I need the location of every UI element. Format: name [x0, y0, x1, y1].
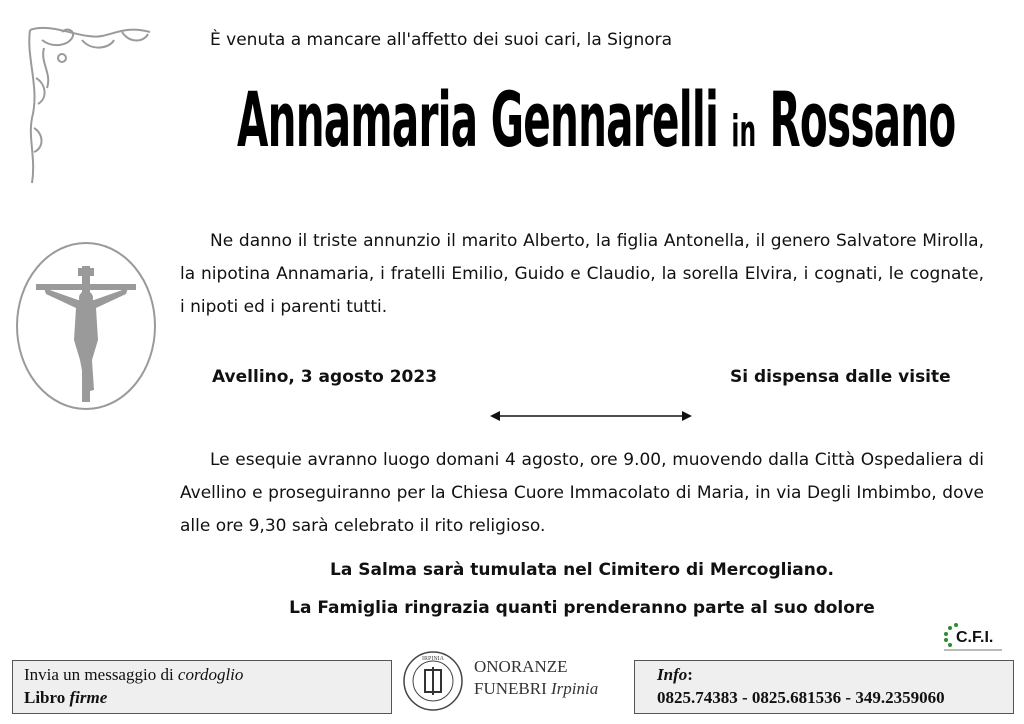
- book-prefix: Libro: [24, 688, 70, 707]
- logo-ring-text: IRPINIA: [422, 656, 444, 662]
- info-label: Info: [657, 665, 688, 684]
- corner-ornament: [22, 18, 157, 188]
- condolence-link[interactable]: [24, 665, 243, 685]
- burial-line: La Salma sarà tumulata nel Cimitero di Mercogliano.: [330, 560, 834, 580]
- name-first: Annamaria Gennarelli: [237, 78, 719, 165]
- funeral-paragraph: Le esequie avranno luogo domani 4 agosto, ore 9.00, muovendo dalla Città Ospedaliera di Avellino e proseguiranno per la Chiesa Cuore Immacolato di Maria, in via Degli Imbimbo, dove alle ore 9,30 sarà celebrato il rito religioso.: [180, 450, 984, 536]
- name-last: Rossano: [769, 78, 956, 165]
- thanks-line: La Famiglia ringrazia quanti prenderanno parte al suo dolore: [289, 598, 875, 618]
- intro-text: È venuta a mancare all'affetto dei suoi cari, la Signora: [210, 30, 673, 50]
- logo-line2: [474, 678, 598, 700]
- deceased-name: [237, 78, 956, 165]
- condolence-box[interactable]: [12, 660, 392, 714]
- info-box: [634, 660, 1014, 714]
- book-link[interactable]: [24, 688, 107, 708]
- visits-note: Si dispensa dalle visite: [730, 367, 951, 387]
- logo-line1: ONORANZE: [474, 657, 568, 676]
- info-heading: [657, 665, 693, 685]
- cfi-label: C.F.I.: [956, 629, 994, 646]
- cfi-logo: [940, 620, 1006, 654]
- onoranze-logo-icon: [402, 650, 464, 712]
- condolence-italic: cordoglio: [177, 665, 244, 684]
- info-phones[interactable]: 0825.74383 - 0825.681536 - 349.2359060: [657, 688, 945, 707]
- name-connector: in: [731, 107, 757, 158]
- place-date: Avellino, 3 agosto 2023: [212, 367, 438, 387]
- double-arrow-divider: [490, 408, 692, 424]
- book-italic: firme: [69, 688, 108, 707]
- logo-line2-a: FUNEBRI: [474, 679, 551, 698]
- announcement-paragraph: Ne danno il triste annunzio il marito Alberto, la figlia Antonella, il genero Salvatore Mirolla, la nipotina Annamaria, i fratelli Emilio, Guido e Claudio, la sorella Elvira, i cognati, le cognate, i nipoti ed i parenti tutti.: [180, 231, 984, 317]
- onoranze-logo-text: [474, 656, 598, 700]
- condolence-prefix: Invia un messaggio di: [24, 665, 178, 684]
- info-colon: :: [687, 665, 693, 684]
- crucifix-icon: [14, 240, 158, 412]
- logo-line2-b: Irpinia: [550, 679, 599, 698]
